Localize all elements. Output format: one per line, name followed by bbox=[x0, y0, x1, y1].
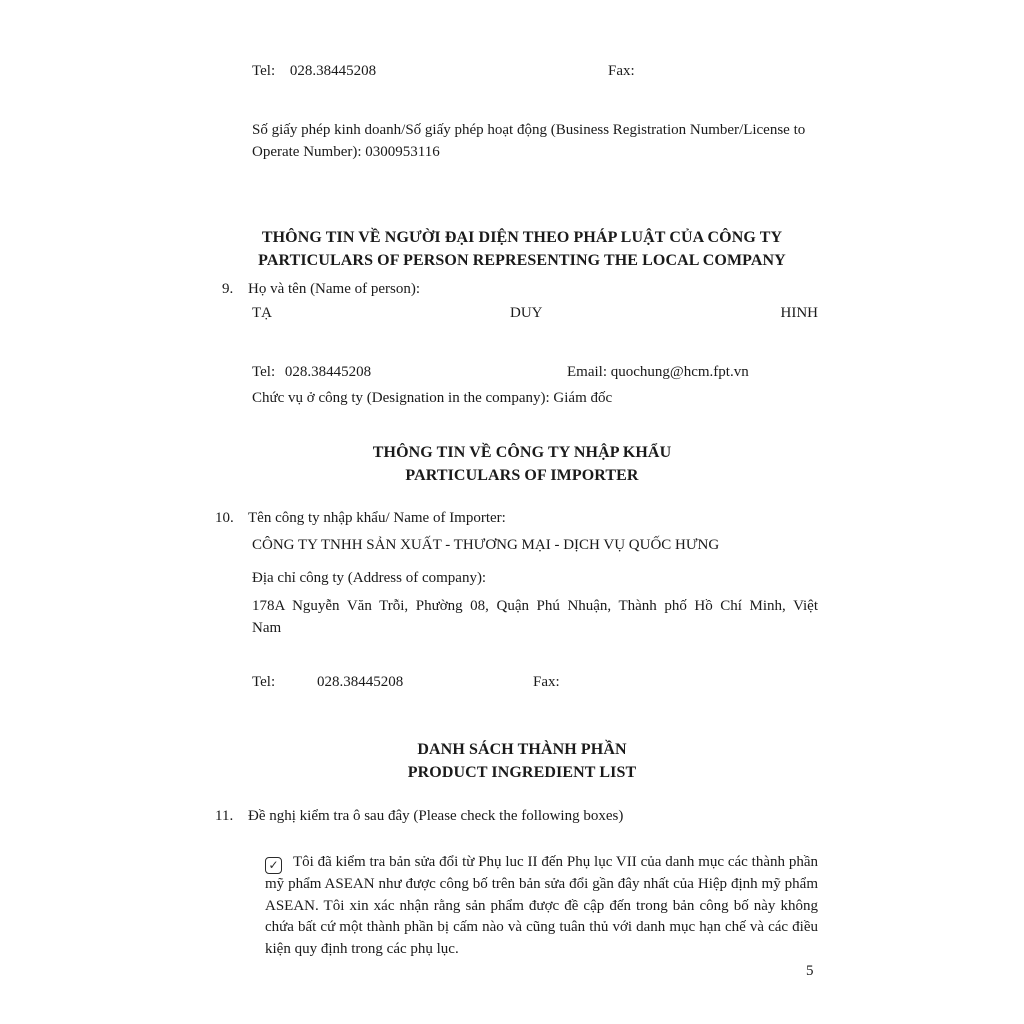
declaration-checkbox[interactable] bbox=[265, 857, 282, 874]
importer-tel-fax-row bbox=[252, 674, 818, 691]
ingredient-section-title bbox=[222, 739, 822, 784]
rep-email-value: quochung@hcm.fpt.vn bbox=[610, 364, 749, 380]
header-tel-fax-row bbox=[252, 63, 818, 80]
importer-company-name: CÔNG TY TNHH SẢN XUẤT - THƯƠNG MẠI - DỊCH VỤ QUỐC HƯNG bbox=[252, 537, 720, 553]
declaration-text: Tôi đã kiểm tra bản sửa đổi từ Phụ luc II đến Phụ lục VII của danh mục các thành phần mỹ phẩm ASEAN như được công bố trên bản sửa đổi gần đây nhất của Hiệp định mỹ phẩm ASEAN. Tôi xin xác nhận rằng sản phẩm được đề cập đến trong bản công bố này không chứa bất cứ một thành phần bị cấm nào và cũng tuân thủ với danh mục hạn chế và các điều kiện quy định trong các phụ lục. bbox=[265, 854, 818, 957]
rep-tel-value: 028.38445208 bbox=[284, 364, 372, 380]
rep-email bbox=[567, 364, 749, 381]
item-10 bbox=[215, 510, 506, 527]
importer-tel-value: 028.38445208 bbox=[317, 674, 404, 690]
importer-tel-label: Tel: bbox=[252, 674, 276, 690]
item-11-number: 11. bbox=[215, 808, 234, 824]
representative-title-en: PARTICULARS OF PERSON REPRESENTING THE LOCAL COMPANY bbox=[258, 251, 786, 269]
item-11 bbox=[215, 808, 623, 825]
business-registration-line1: Số giấy phép kinh doanh/Số giấy phép hoạt động (Business Registration Number/License to bbox=[252, 122, 806, 138]
declaration-paragraph bbox=[265, 852, 818, 960]
person-middle-name: DUY bbox=[510, 305, 543, 321]
rep-email-label: Email: bbox=[567, 364, 607, 380]
item-9 bbox=[215, 281, 420, 298]
representative-title-vi: THÔNG TIN VỀ NGƯỜI ĐẠI DIỆN THEO PHÁP LUẬT CỦA CÔNG TY bbox=[261, 229, 783, 246]
item-10-label: Tên công ty nhập khẩu/ Name of Importer: bbox=[248, 510, 506, 526]
check-icon: ✓ bbox=[268, 858, 279, 872]
rep-tel-label: Tel: bbox=[252, 364, 276, 380]
person-name-row bbox=[252, 305, 818, 322]
header-tel-value: 028.38445208 bbox=[289, 63, 377, 79]
item-11-label: Đề nghị kiểm tra ô sau đây (Please check the following boxes) bbox=[248, 808, 624, 824]
page-number: 5 bbox=[806, 963, 814, 979]
importer-section-title bbox=[222, 442, 822, 487]
importer-address-label: Địa chỉ công ty (Address of company): bbox=[252, 570, 487, 586]
business-registration-block bbox=[252, 120, 842, 163]
importer-address-line2: Nam bbox=[252, 619, 282, 636]
importer-address bbox=[252, 596, 818, 639]
importer-address-line1: 178A Nguyễn Văn Trỗi, Phường 08, Quận Phú Nhuận, Thành phố Hồ Chí Minh, Việt bbox=[252, 598, 818, 614]
person-first-name: TẠ bbox=[252, 305, 272, 321]
item-10-number: 10. bbox=[215, 510, 234, 526]
importer-fax-label: Fax: bbox=[533, 674, 560, 690]
ingredient-title-vi: DANH SÁCH THÀNH PHẦN bbox=[417, 741, 627, 758]
header-tel-label: Tel: bbox=[252, 63, 276, 79]
importer-title-en: PARTICULARS OF IMPORTER bbox=[405, 466, 639, 484]
header-fax-label: Fax: bbox=[608, 63, 635, 79]
rep-tel-email-row bbox=[252, 364, 818, 381]
business-registration-line2: Operate Number): 0300953116 bbox=[252, 143, 440, 160]
representative-section-title bbox=[222, 227, 822, 272]
ingredient-title-en: PRODUCT INGREDIENT LIST bbox=[407, 763, 637, 781]
rep-designation: Chức vụ ở công ty (Designation in the company): Giám đốc bbox=[252, 390, 613, 406]
item-9-label: Họ và tên (Name of person): bbox=[248, 281, 421, 297]
person-last-name: HINH bbox=[780, 305, 818, 321]
importer-title-vi: THÔNG TIN VỀ CÔNG TY NHẬP KHẨU bbox=[372, 444, 672, 461]
item-9-number: 9. bbox=[222, 281, 234, 297]
